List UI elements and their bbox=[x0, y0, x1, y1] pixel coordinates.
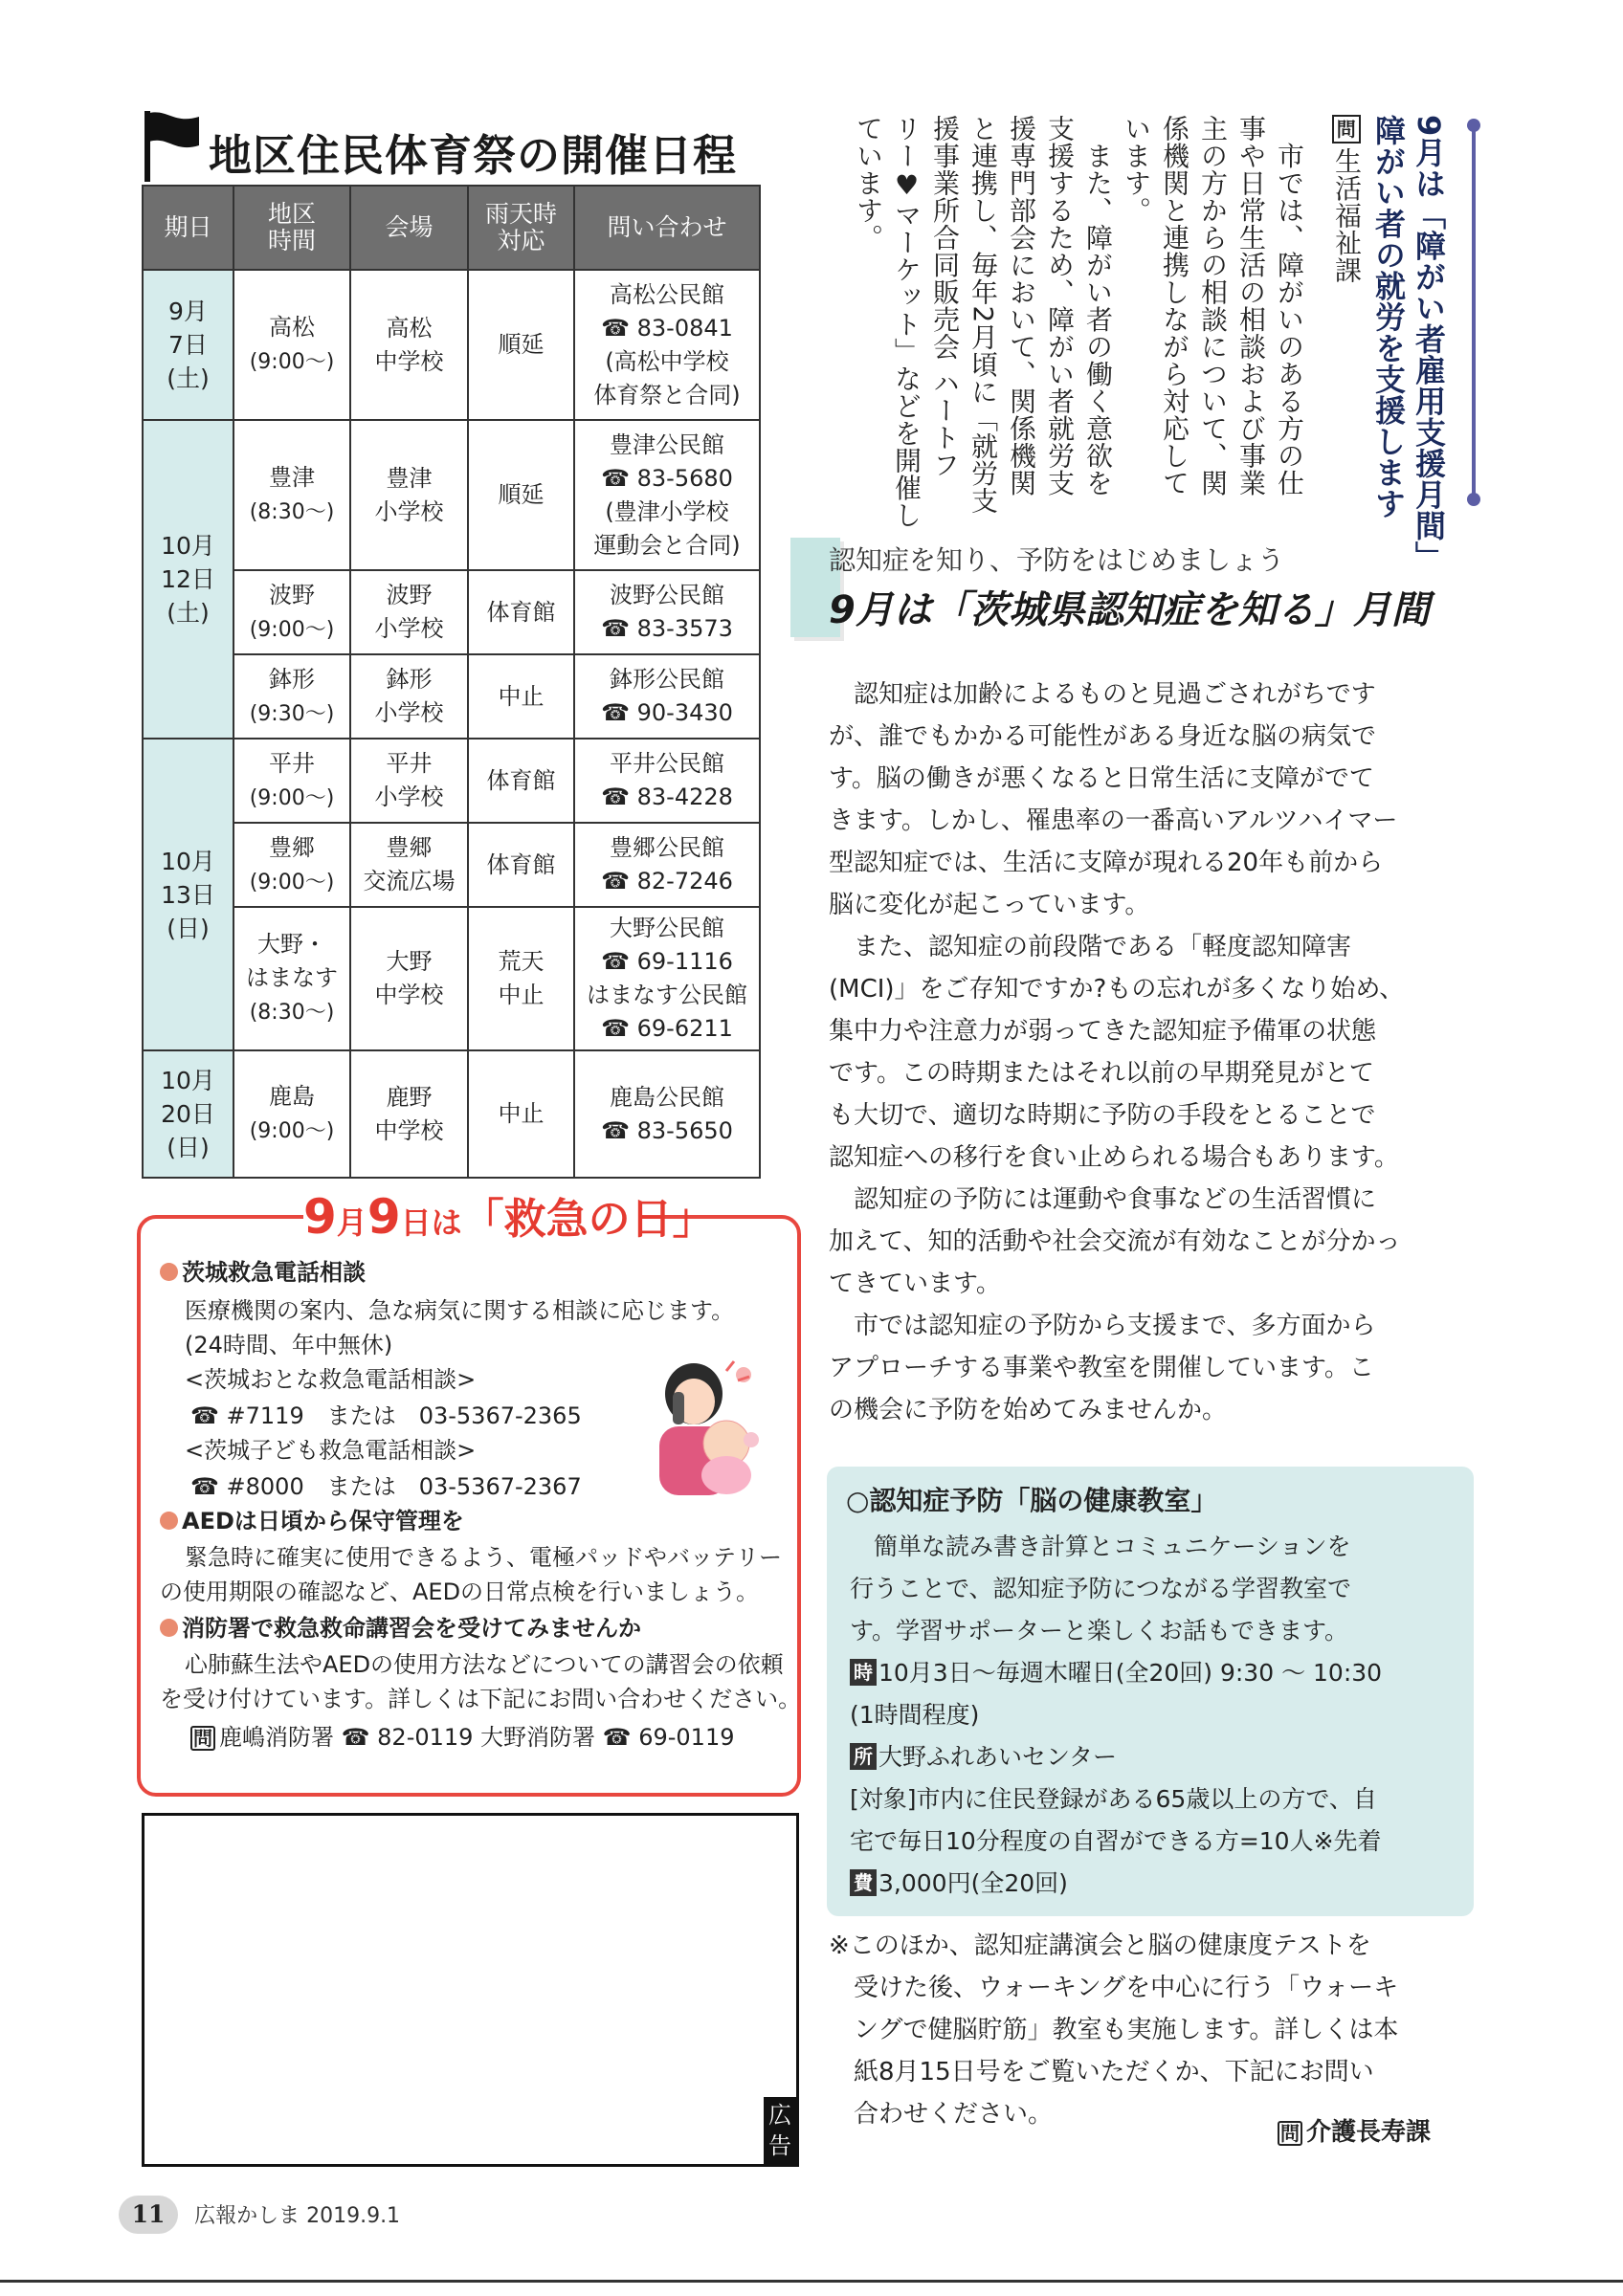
article-heading: 9月は「障がい者雇用支援月間」 bbox=[1411, 115, 1447, 572]
text-line: 市では認知症の予防から支援まで、多方面から bbox=[829, 1312, 1376, 1340]
rain-cell: 荒天 中止 bbox=[468, 907, 574, 1050]
rain-cell: 中止 bbox=[468, 1050, 574, 1178]
text-column: リー♥マーケット」などを開催し bbox=[891, 115, 923, 529]
text-column: 援専門部会において、関係機関 bbox=[1006, 115, 1037, 497]
venue-cell: 平井 小学校 bbox=[350, 739, 468, 823]
phone-icon: ☎ bbox=[601, 1015, 637, 1042]
header-district: 地区 時間 bbox=[233, 186, 350, 270]
fee-line: 費 3,000円(全20回) bbox=[850, 1863, 1068, 1905]
venue-cell: 波野 小学校 bbox=[350, 570, 468, 654]
table-row bbox=[143, 1050, 760, 1178]
text-line: 行うことで、認知症予防につながる学習教室で bbox=[850, 1575, 1352, 1602]
table-header-row bbox=[143, 186, 760, 270]
dementia-title: 9月は「茨城県認知症を知る」月間 bbox=[829, 588, 1430, 632]
text-column: 主の方からの相談について、関 bbox=[1197, 115, 1229, 497]
contact-cell: 鉢形公民館 ☎ 90-3430 bbox=[574, 654, 760, 739]
text-column: と連携し、毎年2月頃に「就労支 bbox=[967, 115, 999, 515]
text-column: 係機関と連携しながら対応して bbox=[1159, 115, 1190, 497]
emergency-title: 9月9日は「救急の日」 bbox=[303, 1190, 638, 1249]
text-line: [対象]市内に住民登録がある65歳以上の方で、自 bbox=[850, 1785, 1377, 1813]
venue-cell: 豊郷 交流広場 bbox=[350, 823, 468, 907]
text-line: の使用期限の確認など、AEDの日常点検を行いましょう。 bbox=[160, 1578, 760, 1605]
table-row bbox=[143, 654, 760, 739]
note-line: 紙8月15日号をご覧いただくか、下記にお問い bbox=[829, 2058, 1374, 2086]
contact-cell: 豊郷公民館 ☎ 82-7246 bbox=[574, 823, 760, 907]
text-line: 脳に変化が起こっています。 bbox=[829, 891, 1150, 919]
note-line: ※このほか、認知症講演会と脳の健康度テストを bbox=[829, 1932, 1371, 1960]
phone-icon: ☎ bbox=[601, 314, 637, 342]
article-heading: 障がい者の就労を支援します bbox=[1370, 115, 1407, 519]
time-tag: 時 bbox=[850, 1659, 877, 1686]
rain-cell: 順延 bbox=[468, 420, 574, 570]
bullet-icon bbox=[160, 1619, 178, 1637]
district-cell: 豊津 (8:30〜) bbox=[233, 420, 350, 570]
mother-and-baby-illustration bbox=[638, 1356, 772, 1499]
text-column: ています。 bbox=[853, 115, 884, 252]
venue-cell: 鉢形 小学校 bbox=[350, 654, 468, 739]
table-row bbox=[143, 420, 760, 570]
section-heading: 茨城救急電話相談 bbox=[160, 1257, 366, 1288]
note-line: 合わせください。 bbox=[829, 2100, 1054, 2129]
section-heading: AEDは日頃から保守管理を bbox=[160, 1506, 464, 1536]
rain-cell: 体育館 bbox=[468, 823, 574, 907]
text-line: きます。しかし、罹患率の一番高いアルツハイマー bbox=[829, 806, 1398, 835]
venue-cell: 豊津 小学校 bbox=[350, 420, 468, 570]
contact-cell: 高松公民館 ☎ 83-0841 (高松中学校 体育祭と合同) bbox=[574, 270, 760, 420]
text-line: てきています。 bbox=[829, 1269, 1001, 1298]
text-column: また、障がい者の働く意欲を bbox=[1082, 115, 1114, 497]
text-line: 宅で毎日10分程度の自習ができる方=10人※先着 bbox=[850, 1827, 1382, 1855]
ad-label: 広告 bbox=[764, 2097, 796, 2164]
note-line: 受けた後、ウォーキングを中心に行う「ウォーキ bbox=[829, 1974, 1399, 2002]
table-row bbox=[143, 907, 760, 1050]
phone-icon: ☎ bbox=[601, 868, 637, 894]
rain-cell: 体育館 bbox=[468, 739, 574, 823]
table-row bbox=[143, 739, 760, 823]
text-line: 加えて、知的活動や社会交流が有効なことが分かっ bbox=[829, 1227, 1401, 1256]
text-line: 医療機関の案内、急な病気に関する相談に応じます。 bbox=[185, 1297, 735, 1324]
text-line: 緊急時に確実に使用できるよう、電極パッドやバッテリー bbox=[185, 1544, 782, 1571]
dementia-heading bbox=[790, 538, 1479, 643]
contact-cell: 鹿島公民館 ☎ 83-5650 bbox=[574, 1050, 760, 1178]
district-cell: 高松 (9:00〜) bbox=[233, 270, 350, 420]
table-row bbox=[143, 570, 760, 654]
venue-cell: 鹿野 中学校 bbox=[350, 1050, 468, 1178]
text-line: 認知症の予防には運動や食事などの生活習慣に bbox=[829, 1185, 1377, 1214]
contact-cell: 波野公民館 ☎ 83-3573 bbox=[574, 570, 760, 654]
contact-cell: 大野公民館 ☎ 69-1116 はまなす公民館 ☎ 69-6211 bbox=[574, 907, 760, 1050]
text-line: 認知症への移行を食い止められる場合もあります。 bbox=[829, 1143, 1399, 1172]
place-line: 所 大野ふれあいセンター bbox=[850, 1736, 1117, 1778]
text-line: の機会に予防を始めてみませんか。 bbox=[829, 1396, 1228, 1424]
text-line: す。脳の働きが悪くなると日常生活に支障がでて bbox=[829, 764, 1374, 793]
phone-line: ☎ #8000 または 03-5367-2367 bbox=[190, 1473, 582, 1500]
rain-cell: 中止 bbox=[468, 654, 574, 739]
district-cell: 平井 (9:00〜) bbox=[233, 739, 350, 823]
contact-cell: 豊津公民館 ☎ 83-5680 (豊津小学校 運動会と合同) bbox=[574, 420, 760, 570]
text-line: <茨城子ども救急電話相談> bbox=[185, 1437, 477, 1464]
header-contact: 問い合わせ bbox=[574, 186, 760, 270]
section-heading: 消防署で救急救命講習会を受けてみませんか bbox=[160, 1613, 641, 1644]
schedule-table bbox=[142, 185, 761, 1179]
district-cell: 大野・ はまなす (8:30〜) bbox=[233, 907, 350, 1050]
text-line: です。この時期またはそれ以前の早期発見がとて bbox=[829, 1059, 1374, 1088]
text-line: も大切で、適切な時期に予防の手段をとることで bbox=[829, 1101, 1376, 1130]
note-line: ングで健脳貯筋」教室も実施します。詳しくは本 bbox=[829, 2016, 1399, 2044]
date-cell: 10月 20日 (日) bbox=[143, 1050, 233, 1178]
rain-cell: 体育館 bbox=[468, 570, 574, 654]
bullet-icon bbox=[160, 1263, 178, 1281]
contact-cell: 平井公民館 ☎ 83-4228 bbox=[574, 739, 760, 823]
flag-icon bbox=[142, 107, 209, 184]
contact-mark: 問 bbox=[1332, 115, 1361, 144]
phone-icon: ☎ bbox=[601, 948, 637, 975]
text-line: また、認知症の前段階である「軽度認知障害 bbox=[829, 933, 1352, 961]
contact-mark: 問 bbox=[190, 1726, 215, 1751]
phone-icon: ☎ bbox=[601, 1116, 637, 1144]
bottom-divider bbox=[0, 2280, 1623, 2283]
text-line: (24時間、年中無休) bbox=[185, 1332, 393, 1358]
advertisement-box bbox=[142, 1813, 799, 2167]
page-number: 11 bbox=[119, 2196, 178, 2234]
date-cell: 10月 13日 (日) bbox=[143, 739, 233, 1050]
venue-cell: 大野 中学校 bbox=[350, 907, 468, 1050]
text-line: 認知症は加齢によるものと見過ごされがちです bbox=[829, 680, 1376, 709]
place-tag: 所 bbox=[850, 1743, 877, 1770]
contact-mark: 問 bbox=[1278, 2121, 1302, 2146]
class-title: ○認知症予防「脳の健康教室」 bbox=[846, 1485, 1218, 1516]
text-line: アプローチする事業や教室を開催しています。こ bbox=[829, 1354, 1374, 1382]
phone-icon: ☎ bbox=[601, 699, 637, 726]
text-line: 集中力や注意力が弱ってきた認知症予備軍の状態 bbox=[829, 1017, 1377, 1046]
footer bbox=[119, 2196, 400, 2234]
district-cell: 鉢形 (9:30〜) bbox=[233, 654, 350, 739]
table-row bbox=[143, 270, 760, 420]
text-line: 簡単な読み書き計算とコミュニケーションを bbox=[850, 1533, 1351, 1560]
text-column: 支援するため、障がい者就労支 bbox=[1044, 115, 1076, 497]
rain-cell: 順延 bbox=[468, 270, 574, 420]
phone-line: ☎ #7119 または 03-5367-2365 bbox=[190, 1402, 582, 1429]
district-cell: 豊郷 (9:00〜) bbox=[233, 823, 350, 907]
header-date: 期日 bbox=[143, 186, 233, 270]
text-column: 事や日常生活の相談および事業 bbox=[1235, 115, 1267, 497]
dementia-subtitle: 認知症を知り、予防をはじめましょう bbox=[829, 544, 1285, 576]
text-line: を受け付けています。詳しくは下記にお問い合わせください。 bbox=[160, 1686, 802, 1712]
text-line: (MCI)」をご存知ですか?もの忘れが多くなり始め、 bbox=[829, 975, 1405, 1004]
phone-icon: ☎ bbox=[601, 615, 637, 642]
heading-rule bbox=[1472, 128, 1476, 497]
text-line: <茨城おとな救急電話相談> bbox=[185, 1366, 477, 1393]
district-cell: 波野 (9:00〜) bbox=[233, 570, 350, 654]
text-line: (1時間程度) bbox=[850, 1701, 980, 1729]
date-cell: 10月 12日 (土) bbox=[143, 420, 233, 739]
article-contact: 問生活福祉課 bbox=[1327, 115, 1366, 284]
text-line: が、誰でもかかる可能性がある身近な脳の病気で bbox=[829, 722, 1377, 751]
emergency-day-box bbox=[137, 1189, 802, 1797]
fee-tag: 費 bbox=[850, 1869, 877, 1896]
date-cell: 9月 7日 (土) bbox=[143, 270, 233, 420]
phone-icon: ☎ bbox=[601, 784, 637, 810]
time-line: 時 10月3日〜毎週木曜日(全20回) 9:30 〜 10:30 bbox=[850, 1652, 1382, 1694]
header-rain: 雨天時 対応 bbox=[468, 186, 574, 270]
text-column: います。 bbox=[1121, 115, 1152, 224]
text-line: す。学習サポーターと楽しくお話もできます。 bbox=[850, 1617, 1349, 1645]
contact-line: 問 鹿嶋消防署 ☎ 82-0119 大野消防署 ☎ 69-0119 bbox=[190, 1722, 735, 1753]
header-venue: 会場 bbox=[350, 186, 468, 270]
text-line: 型認知症では、生活に支障が現れる20年も前から bbox=[829, 849, 1384, 877]
table-row bbox=[143, 823, 760, 907]
text-column: 市では、障がいのある方の仕 bbox=[1274, 115, 1305, 497]
text-line: 心肺蘇生法やAEDの使用方法などについての講習会の依頼 bbox=[185, 1651, 784, 1678]
dementia-contact: 問 介護長寿課 bbox=[1278, 2112, 1431, 2148]
venue-cell: 高松 中学校 bbox=[350, 270, 468, 420]
brain-health-class-box bbox=[827, 1467, 1474, 1916]
phone-icon: ☎ bbox=[601, 464, 637, 492]
district-cell: 鹿島 (9:00〜) bbox=[233, 1050, 350, 1178]
bullet-icon bbox=[160, 1512, 178, 1530]
schedule-title: 地区住民体育祭の開催日程 bbox=[209, 130, 738, 181]
publication-title: 広報かしま 2019.9.1 bbox=[194, 2204, 401, 2228]
schedule-heading bbox=[142, 107, 759, 184]
text-column: 援事業所合同販売会 ハートフ bbox=[929, 115, 961, 478]
